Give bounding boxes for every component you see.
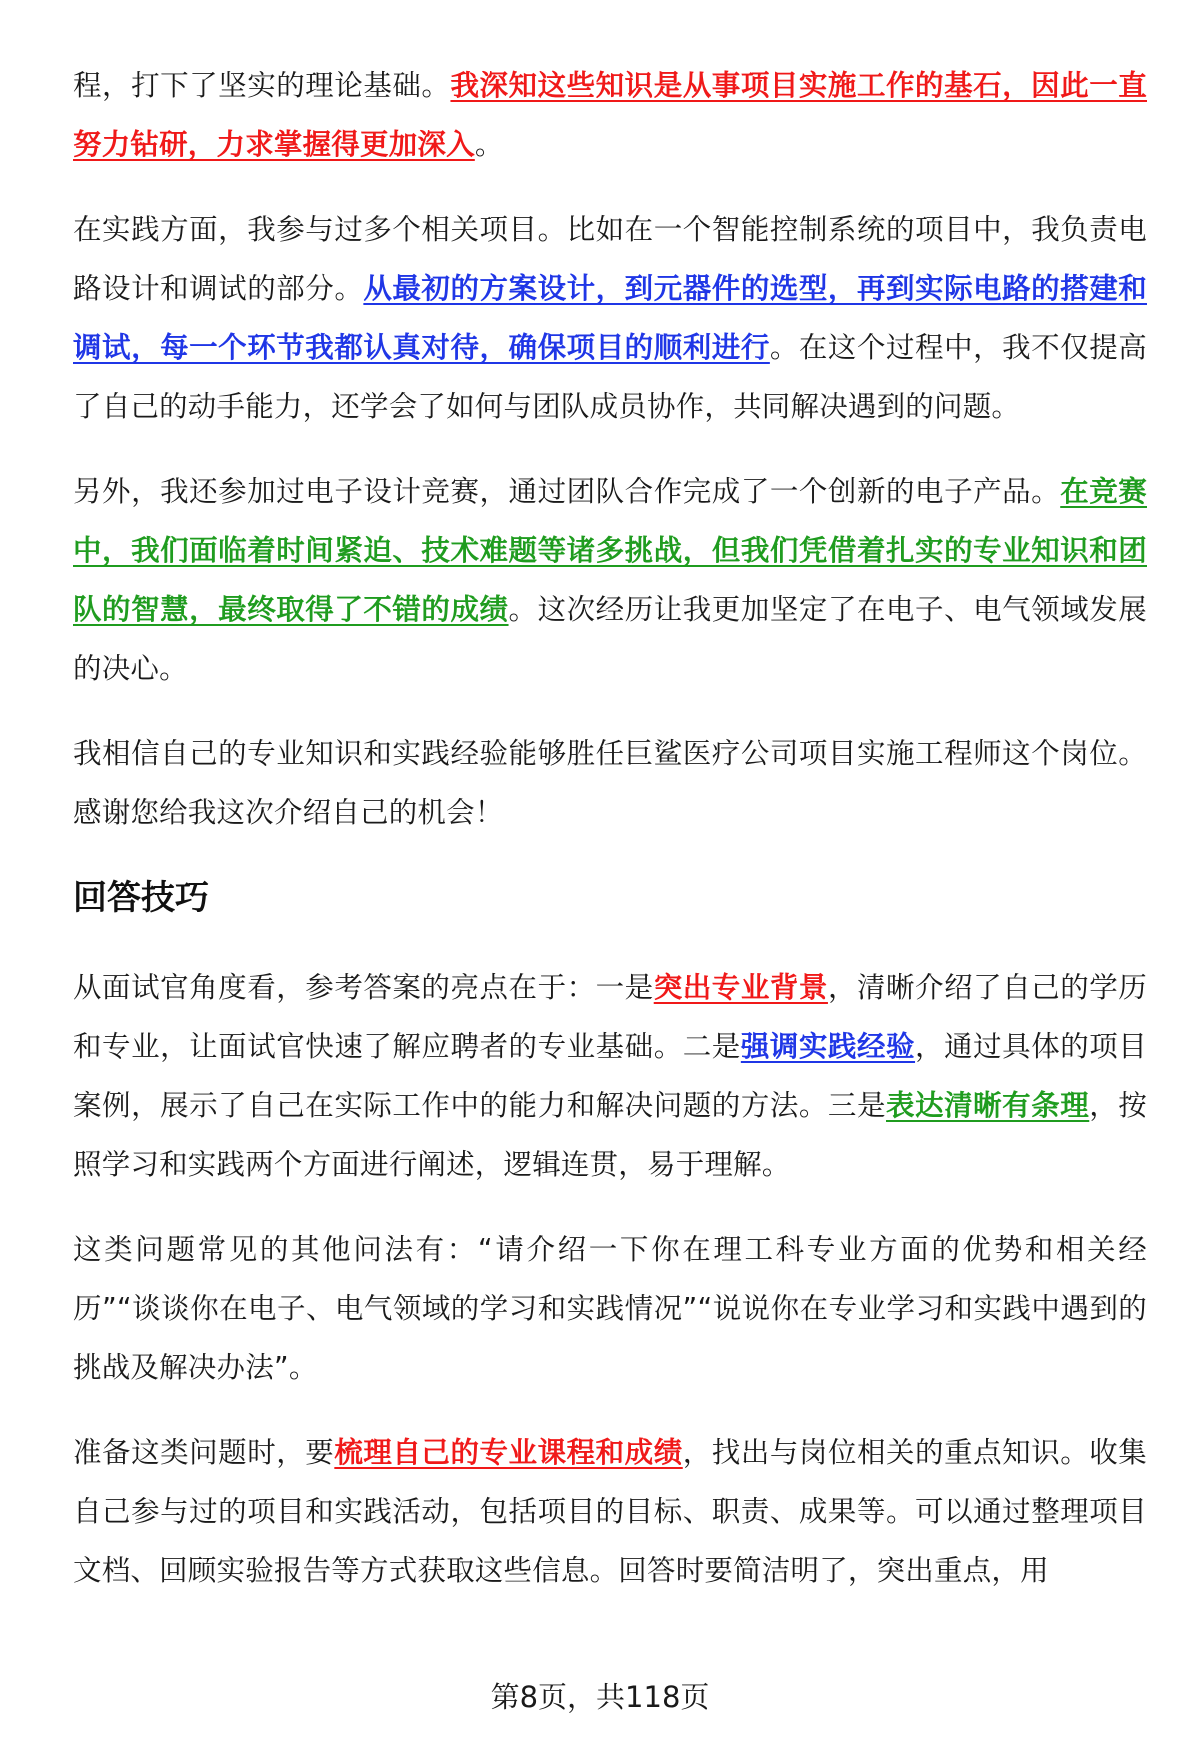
paragraph-5 <box>73 958 1147 1194</box>
paragraph-6 <box>73 1220 1147 1397</box>
paragraph-text: 这类问题常见的其他问法有：“请介绍一下你在理工科专业方面的优势和相关经历”“谈谈你在电子、电气领域的学习和实践情况”“说说你在专业学习和实践中遇到的挑战及解决办法”。 <box>73 1233 1147 1384</box>
paragraph-text: ，按照学习和实践两个方面进行阐述，逻辑连贯，易于理解。 <box>73 1089 1147 1181</box>
page-number-footer: 第8页，共118页 <box>490 1680 710 1714</box>
highlight-red: 突出专业背景 <box>653 971 828 1004</box>
section-heading: 回答技巧 <box>73 878 209 918</box>
paragraph-3 <box>73 462 1147 698</box>
paragraph-text: 另外，我还参加过电子设计竞赛，通过团队合作完成了一个创新的电子产品。 <box>73 475 1061 508</box>
paragraph-text: 。在这个过程中，我不仅提高了自己的动手能力，还学会了如何与团队成员协作，共同解决遇到的问题。 <box>73 331 1147 423</box>
paragraph-text: ，清晰介绍了自己的学历和专业，让面试官快速了解应聘者的专业基础。二是 <box>73 971 1147 1063</box>
highlight-red: 梳理自己的专业课程和成绩 <box>334 1436 683 1469</box>
paragraph-2 <box>73 200 1147 436</box>
paragraph-text: 准备这类问题时，要 <box>73 1436 335 1469</box>
highlight-blue: 强调实践经验 <box>740 1030 916 1063</box>
paragraph-text: 在实践方面，我参与过多个相关项目。比如在一个智能控制系统的项目中，我负责电路设计和调试的部分。 <box>73 213 1147 305</box>
highlight-blue: 从最初的方案设计，到元器件的选型，再到实际电路的搭建和调试，每一个环节我都认真对待，确保项目的顺利进行 <box>73 272 1147 364</box>
highlight-green: 在竞赛中，我们面临着时间紧迫、技术难题等诸多挑战，但我们凭借着扎实的专业知识和团队的智慧，最终取得了不错的成绩 <box>73 475 1147 626</box>
paragraph-text: ，通过具体的项目案例，展示了自己在实际工作中的能力和解决问题的方法。三是 <box>73 1030 1147 1122</box>
paragraph-text: 。 <box>474 128 504 161</box>
highlight-green: 表达清晰有条理 <box>886 1089 1090 1122</box>
paragraph-1 <box>73 56 1147 174</box>
paragraph-4 <box>73 724 1147 842</box>
paragraph-text: 我相信自己的专业知识和实践经验能够胜任巨鲨医疗公司项目实施工程师这个岗位。感谢您给我这次介绍自己的机会！ <box>73 737 1147 829</box>
paragraph-text: ，找出与岗位相关的重点知识。收集自己参与过的项目和实践活动，包括项目的目标、职责、成果等。可以通过整理项目文档、回顾实验报告等方式获取这些信息。回答时要简洁明了，突出重点，用 <box>73 1436 1147 1587</box>
paragraph-7 <box>73 1423 1147 1600</box>
highlight-red: 我深知这些知识是从事项目实施工作的基石，因此一直努力钻研，力求掌握得更加深入 <box>73 69 1147 161</box>
paragraph-text: 。这次经历让我更加坚定了在电子、电气领域发展的决心。 <box>73 593 1147 685</box>
paragraph-text: 程，打下了坚实的理论基础。 <box>73 69 451 102</box>
document-page <box>73 56 1147 1626</box>
paragraph-text: 从面试官角度看，参考答案的亮点在于：一是 <box>73 971 654 1004</box>
